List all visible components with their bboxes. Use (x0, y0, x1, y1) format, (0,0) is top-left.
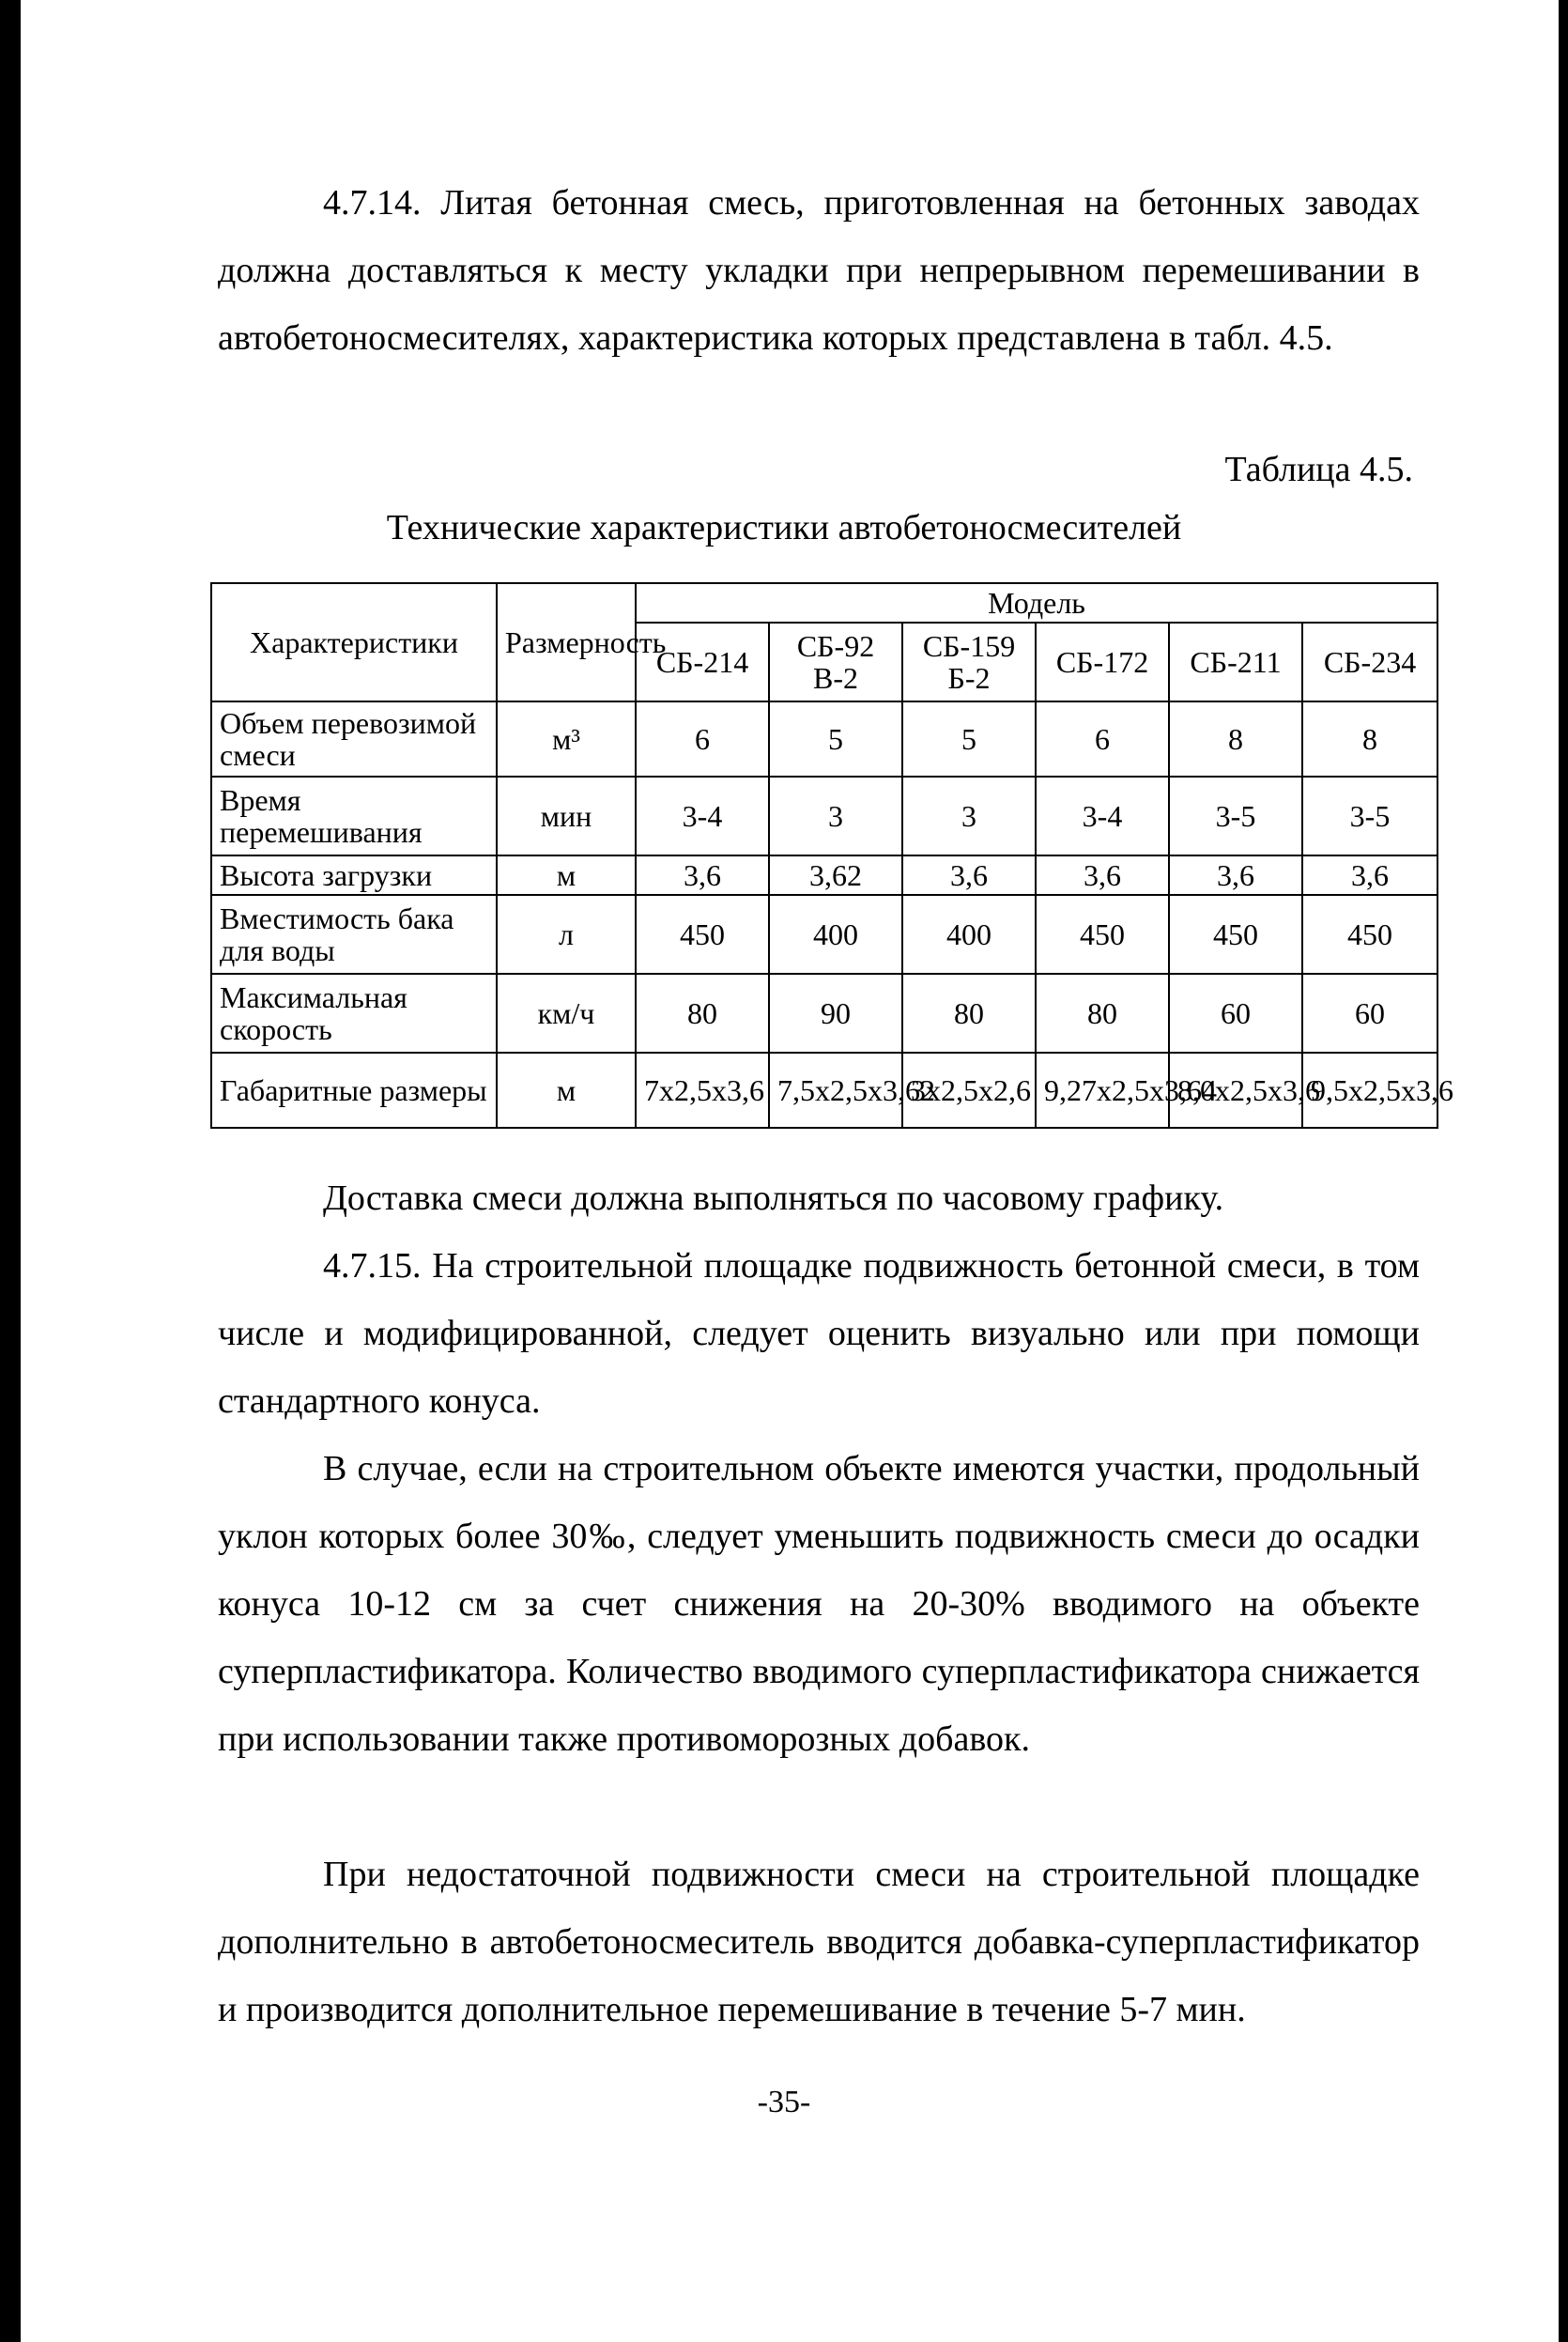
table-cell: 80 (1036, 974, 1169, 1053)
model-header: СБ-172 (1036, 623, 1169, 701)
table-cell: 3,6 (1302, 855, 1437, 895)
table-cell: 3-5 (1302, 777, 1437, 855)
header-characteristics: Характеристики (211, 583, 497, 701)
table-row (211, 777, 1437, 855)
table-cell: 3,62 (769, 855, 902, 895)
row-unit: км/ч (497, 974, 636, 1053)
row-label: Время перемешивания (211, 777, 497, 855)
table-cell: 80 (636, 974, 769, 1053)
row-unit: м (497, 855, 636, 895)
table-title: Технические характеристики автобетоносмесителей (386, 508, 1182, 547)
model-header: СБ-159 Б-2 (902, 623, 1036, 701)
table-cell: 3-4 (636, 777, 769, 855)
table-cell: 8 (1169, 701, 1302, 777)
row-label: Высота загрузки (211, 855, 497, 895)
table-cell: 400 (902, 895, 1036, 974)
table-cell: 5 (769, 701, 902, 777)
table-cell: 3-4 (1036, 777, 1169, 855)
table-cell: 6 (636, 701, 769, 777)
table-cell: 3 (769, 777, 902, 855)
page-number: -35- (757, 2085, 811, 2119)
row-unit: м (497, 1053, 636, 1128)
paragraph-delivery: Доставка смеси должна выполняться по часовому графику. (323, 1179, 1224, 1218)
table-cell: 450 (1169, 895, 1302, 974)
table-cell: 3 (902, 777, 1036, 855)
model-header: СБ-211 (1169, 623, 1302, 701)
table-cell: 3,6 (902, 855, 1036, 895)
row-label: Максимальная скорость (211, 974, 497, 1053)
scan-left-border (0, 0, 21, 2342)
table-row (211, 1053, 1437, 1128)
table-cell: 8 (1302, 701, 1437, 777)
row-label: Вместимость бака для воды (211, 895, 497, 974)
table-label: Таблица 4.5. (1224, 450, 1413, 489)
paragraph-insufficient-mobility: При недостаточной подвижности смеси на строительной площадке дополнительно в автобетоносмеситель вводится добавка-суперпластификатор и производится дополнительное перемешивание в течение 5-7 мин. (218, 1855, 1420, 2029)
table-row (211, 974, 1437, 1053)
table-cell: 3-5 (1169, 777, 1302, 855)
table-cell: 7х2,5х3,6 (636, 1053, 769, 1128)
row-unit: мин (497, 777, 636, 855)
header-unit: Размерность (497, 583, 636, 701)
row-label: Объем перевозимой смеси (211, 701, 497, 777)
table-cell: 450 (1302, 895, 1437, 974)
table-cell: 3,6 (636, 855, 769, 895)
paragraph-4-7-15: 4.7.15. На строительной площадке подвижность бетонной смеси, в том числе и модифицированной, следует оценить визуально или при помощи стандартного конуса. (218, 1246, 1420, 1421)
table-row (211, 701, 1437, 777)
table-cell: 60 (1169, 974, 1302, 1053)
row-label: Габаритные размеры (211, 1053, 497, 1128)
table-cell: 60 (1302, 974, 1437, 1053)
table-cell: 80 (902, 974, 1036, 1053)
table-cell: 7,5х2,5х3,62 (769, 1053, 902, 1128)
header-model: Модель (636, 583, 1437, 623)
table-cell: 5 (902, 701, 1036, 777)
table-cell: 9,27х2,5х3,64 (1036, 1053, 1169, 1128)
table-cell: 6 (1036, 701, 1169, 777)
paragraph-4-7-14: 4.7.14. Литая бетонная смесь, приготовленная на бетонных заводах должна доставляться к месту укладки при непрерывном перемешивании в автобетоносмесителях, характеристика которых представлена в табл. 4.5. (218, 183, 1420, 358)
table-cell: 8,0х2,5х3,6 (1169, 1053, 1302, 1128)
table-cell: 400 (769, 895, 902, 974)
table-cell: 9,5х2,5х3,6 (1302, 1053, 1437, 1128)
model-header: СБ-234 (1302, 623, 1437, 701)
row-unit: м³ (497, 701, 636, 777)
table-cell: 3,6 (1169, 855, 1302, 895)
specs-table (210, 582, 1453, 1129)
row-unit: л (497, 895, 636, 974)
model-header: СБ-214 (636, 623, 769, 701)
table-cell: 450 (636, 895, 769, 974)
table-row (211, 855, 1437, 895)
paragraph-slope: В случае, если на строительном объекте имеются участки, продольный уклон которых более 30‰, следует уменьшить подвижность смеси до осадки конуса 10-12 см за счет снижения на 20-30% вводимого на объекте суперпластификатора. Количество вводимого суперпластификатора снижается при использовании также противоморозных добавок. (218, 1449, 1420, 1759)
table-row (211, 895, 1437, 974)
table-cell: 3х2,5х2,6 (902, 1053, 1036, 1128)
model-header: СБ-92 В-2 (769, 623, 902, 701)
scan-right-border (1559, 0, 1568, 2342)
table-cell: 3,6 (1036, 855, 1169, 895)
table-cell: 90 (769, 974, 902, 1053)
table-cell: 450 (1036, 895, 1169, 974)
